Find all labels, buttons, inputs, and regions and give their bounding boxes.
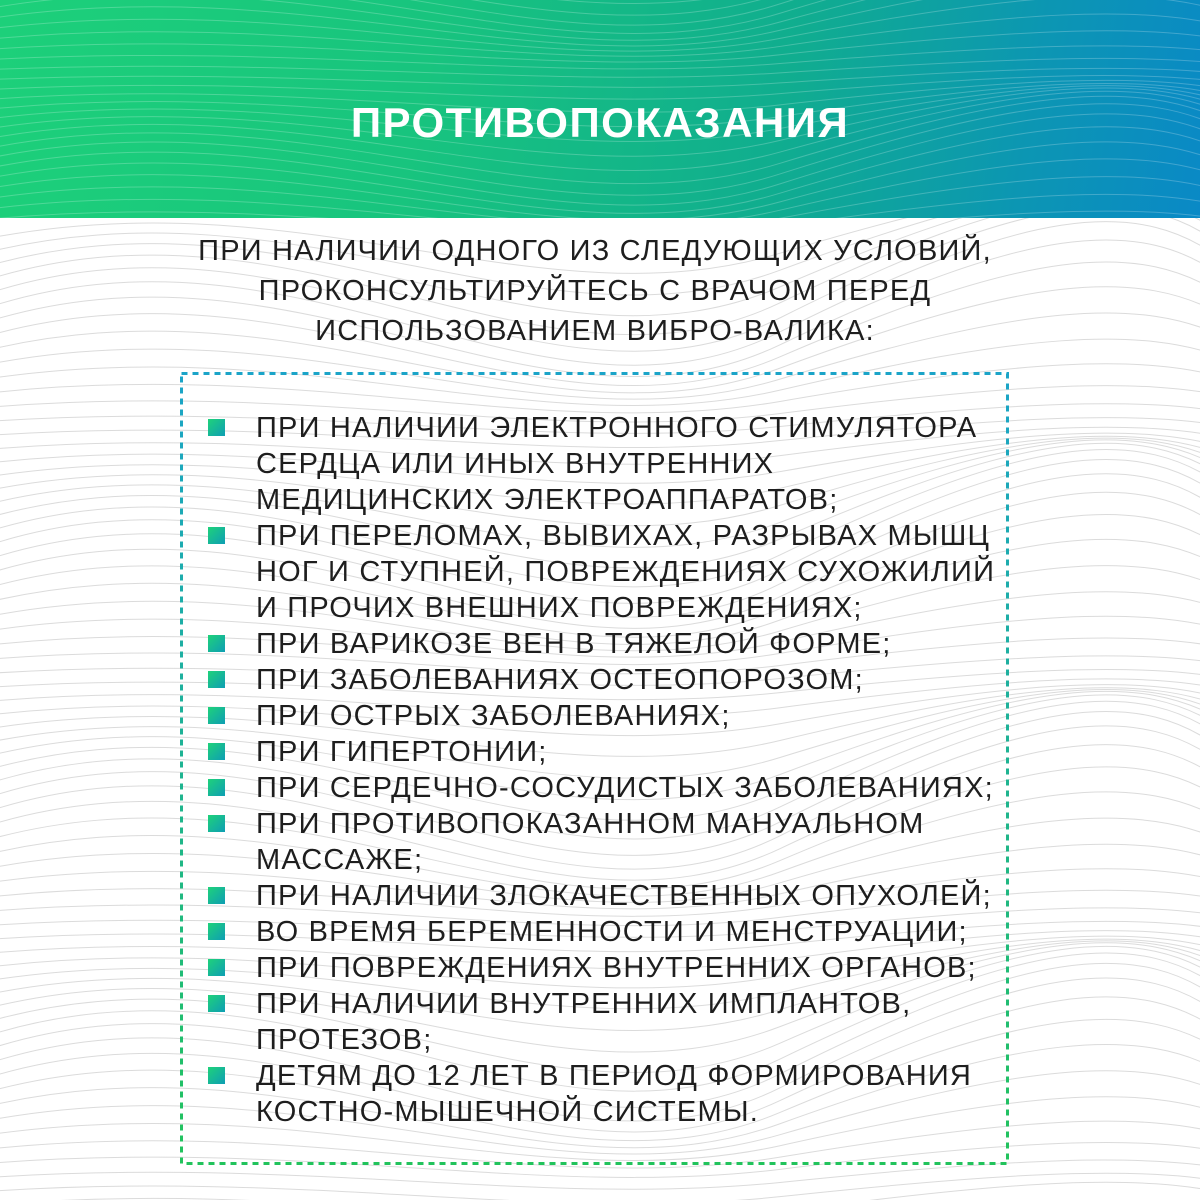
list-item-text: ПРИ НАЛИЧИИ ЭЛЕКТРОННОГО СТИМУЛЯТОРА СЕРДЦА ИЛИ ИНЫХ ВНУТРЕННИХ МЕДИЦИНСКИХ ЭЛЕКТРОАППАРАТОВ;: [256, 412, 978, 516]
square-bullet-icon: [208, 635, 225, 652]
list-item: [208, 410, 1008, 518]
intro-text: ПРИ НАЛИЧИИ ОДНОГО ИЗ СЛЕДУЮЩИХ УСЛОВИЙ, ПРОКОНСУЛЬТИРУЙТЕСЬ С ВРАЧОМ ПЕРЕД ИСПОЛЬЗОВАНИЕМ ВИБРО-ВАЛИКА:: [198, 235, 992, 347]
list-item-text: ПРИ ПЕРЕЛОМАХ, ВЫВИХАХ, РАЗРЫВАХ МЫШЦ НОГ И СТУПНЕЙ, ПОВРЕЖДЕНИЯХ СУХОЖИЛИЙ И ПРОЧИХ ВНЕШНИХ ПОВРЕЖДЕНИЯХ;: [256, 520, 996, 624]
contraindications-list: [208, 410, 1008, 1130]
list-item-text: ПРИ НАЛИЧИИ ВНУТРЕННИХ ИМПЛАНТОВ, ПРОТЕЗОВ;: [256, 988, 912, 1056]
list-item-text: ДЕТЯМ ДО 12 ЛЕТ В ПЕРИОД ФОРМИРОВАНИЯ КОСТНО-МЫШЕЧНОЙ СИСТЕМЫ.: [256, 1060, 973, 1128]
wave-line: [0, 58, 1200, 77]
list-item: [208, 770, 1008, 806]
list-item: [208, 734, 1008, 770]
wave-line: [0, 159, 1200, 218]
square-bullet-icon: [208, 815, 225, 832]
list-item-text: ПРИ ПОВРЕЖДЕНИЯХ ВНУТРЕННИХ ОРГАНОВ;: [256, 952, 977, 984]
square-bullet-icon: [208, 527, 225, 544]
wave-line: [0, 14, 1200, 56]
square-bullet-icon: [208, 779, 225, 796]
list-item-text: ПРИ ВАРИКОЗЕ ВЕН В ТЯЖЕЛОЙ ФОРМЕ;: [256, 628, 892, 660]
list-item: [208, 518, 1008, 626]
wave-line: [0, 142, 1200, 218]
list-item: [208, 662, 1008, 698]
square-bullet-icon: [208, 887, 225, 904]
list-item-text: ПРИ ОСТРЫХ ЗАБОЛЕВАНИЯХ;: [256, 700, 731, 732]
list-item: [208, 986, 1008, 1058]
wave-line: [0, 0, 1200, 51]
wave-line: [0, 194, 1200, 218]
square-bullet-icon: [208, 419, 225, 436]
list-item-text: ПРИ ПРОТИВОПОКАЗАННОМ МАНУАЛЬНОМ МАССАЖЕ;: [256, 808, 925, 876]
wave-line: [0, 0, 1200, 33]
square-bullet-icon: [208, 923, 225, 940]
list-item: [208, 1058, 1008, 1130]
list-item-text: ПРИ ГИПЕРТОНИИ;: [256, 736, 548, 768]
list-item: [208, 914, 1008, 950]
list-item-text: ПРИ ЗАБОЛЕВАНИЯХ ОСТЕОПОРОЗОМ;: [256, 664, 864, 696]
wave-line: [0, 0, 1200, 25]
list-item: [208, 806, 1008, 878]
wave-line: [0, 0, 1200, 40]
list-item: [208, 698, 1008, 734]
header-banner: [0, 0, 1200, 218]
square-bullet-icon: [208, 995, 225, 1012]
square-bullet-icon: [208, 959, 225, 976]
square-bullet-icon: [208, 743, 225, 760]
wave-line: [0, 46, 1200, 69]
list-item-text: ВО ВРЕМЯ БЕРЕМЕННОСТИ И МЕНСТРУАЦИИ;: [256, 916, 968, 948]
square-bullet-icon: [208, 1067, 225, 1084]
square-bullet-icon: [208, 671, 225, 688]
wave-line: [0, 1182, 1200, 1200]
list-item: [208, 878, 1008, 914]
page-title: ПРОТИВОПОКАЗАНИЯ: [350, 99, 850, 146]
list-item: [208, 950, 1008, 986]
list-item-text: ПРИ НАЛИЧИИ ЗЛОКАЧЕСТВЕННЫХ ОПУХОЛЕЙ;: [256, 880, 992, 912]
wave-line: [0, 31, 1200, 62]
list-item-text: ПРИ СЕРДЕЧНО-СОСУДИСТЫХ ЗАБОЛЕВАНИЯХ;: [256, 772, 994, 804]
list-item: [208, 626, 1008, 662]
square-bullet-icon: [208, 707, 225, 724]
